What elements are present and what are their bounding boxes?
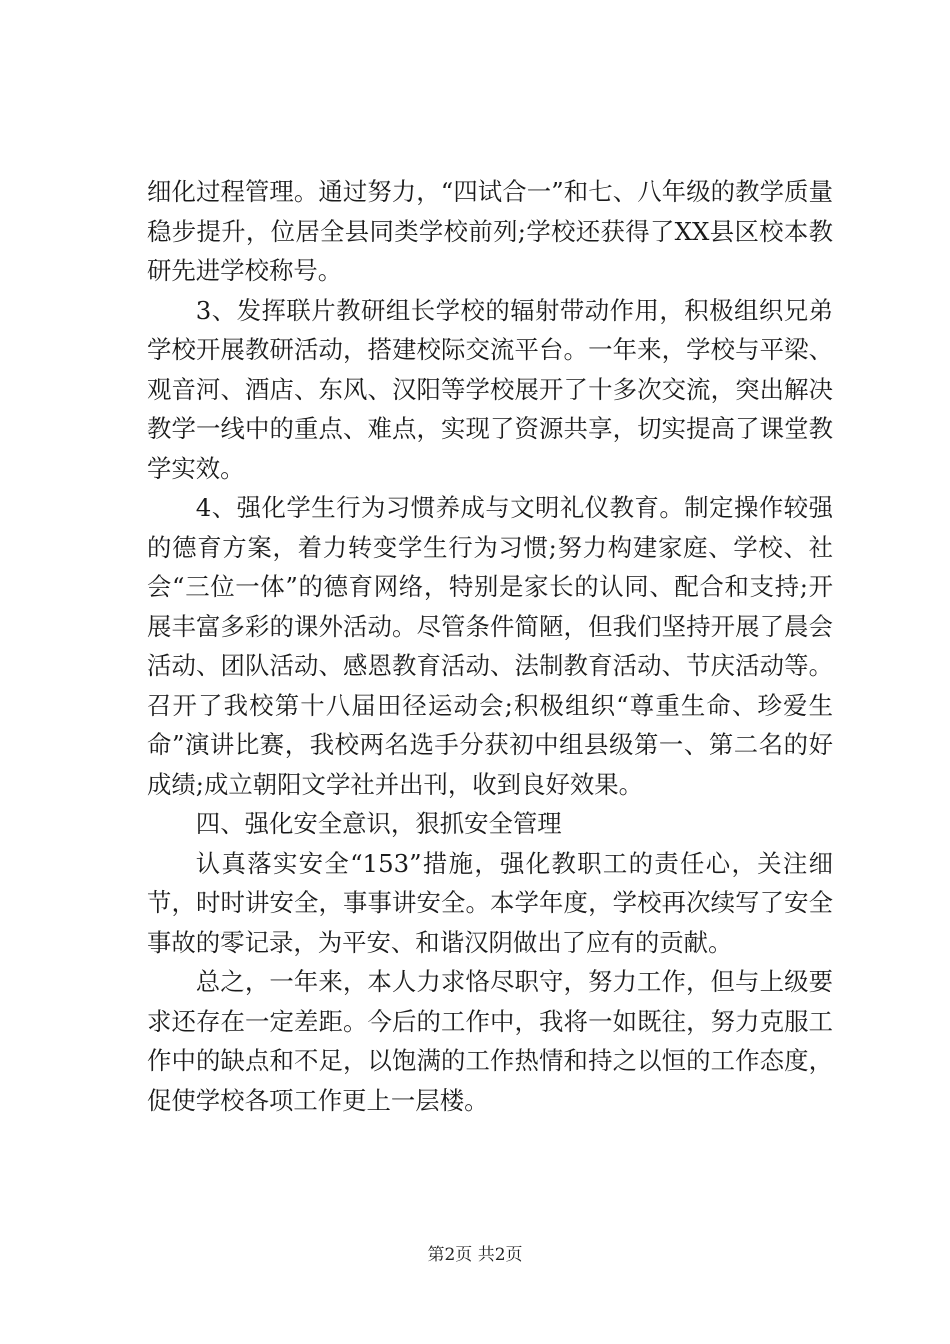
paragraph-moral-education: 4、强化学生行为习惯养成与文明礼仪教育。制定操作较强的德育方案，着力转变学生行为习惯;努力构建家庭、学校、社会“三位一体”的德育网络，特别是家长的认同、配合和支持;开展丰富多彩的课外活动。尽管条件简陋，但我们坚持开展了晨会活动、团队活动、感恩教育活动、法制教育活动、节庆活动等。召开了我校第十八届田径运动会;积极组织“尊重生命、珍爱生命”演讲比赛，我校两名选手分获初中组县级第一、第二名的好成绩;成立朝阳文学社并出刊，收到良好效果。	[147, 493, 833, 799]
document-body	[147, 172, 833, 1120]
paragraph-conclusion: 总之，一年来，本人力求恪尽职守，努力工作，但与上级要求还存在一定差距。今后的工作中，我将一如既往，努力克服工作中的缺点和不足，以饱满的工作热情和持之以恒的工作态度，促使学校各项工作更上一层楼。	[147, 967, 833, 1115]
paragraph-process-management: 细化过程管理。通过努力，“四试合一”和七、八年级的教学质量稳步提升，位居全县同类学校前列;学校还获得了XX县区校本教研先进学校称号。	[147, 177, 833, 285]
section-heading-safety: 四、强化安全意识，狠抓安全管理	[195, 809, 562, 838]
paragraph-joint-research: 3、发挥联片教研组长学校的辐射带动作用，积极组织兄弟学校开展教研活动，搭建校际交流平台。一年来，学校与平梁、观音河、酒店、东风、汉阳等学校展开了十多次交流，突出解决教学一线中的重点、难点，实现了资源共享，切实提高了课堂教学实效。	[147, 295, 833, 483]
page-number-footer: 第2页 共2页	[427, 1245, 523, 1265]
paragraph-safety-measures: 认真落实安全“153”措施，强化教职工的责任心，关注细节，时时讲安全，事事讲安全。本学年度，学校再次续写了安全事故的零记录，为平安、和谐汉阴做出了应有的贡献。	[147, 848, 833, 957]
